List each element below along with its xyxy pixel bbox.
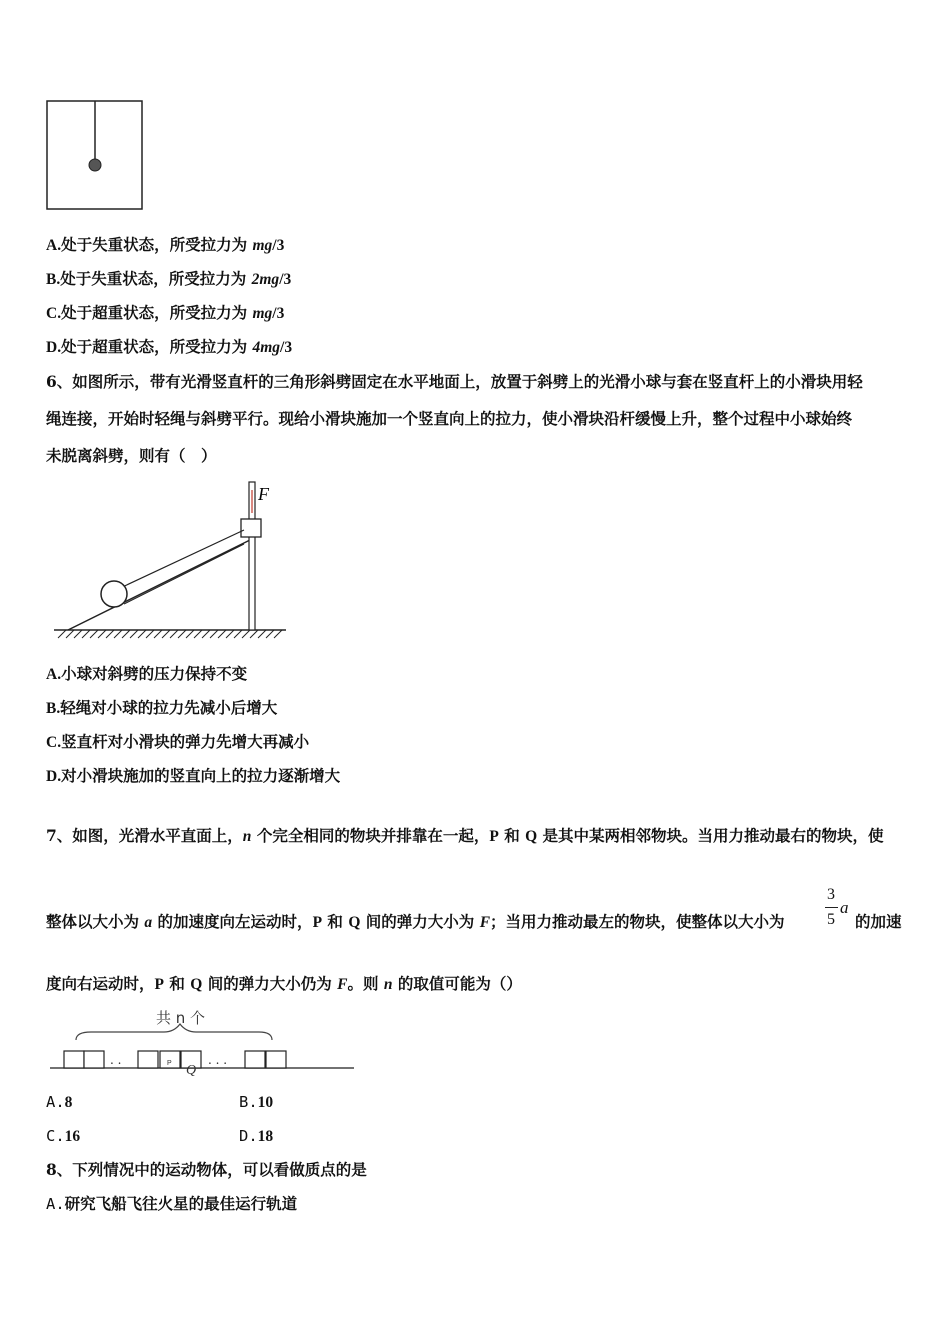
q6-stem-line1: 6、如图所示，带有光滑竖直杆的三角形斜劈固定在水平地面上，放置于斜劈上的光滑小球与套在竖直杆上的小滑块用轻 [46, 372, 863, 391]
q6-option-a: A.小球对斜劈的压力保持不变 [46, 664, 248, 683]
q7-stem-line2: 整体以大小为 a 的加速度向左运动时，P 和 Q 间的弹力大小为 F；当用力推动最左的物块，使整体以大小为 [46, 912, 785, 931]
rope-upper [116, 530, 244, 590]
force-label: F [258, 484, 269, 504]
q6-stem-line2: 绳连接，开始时轻绳与斜劈平行。现给小滑块施加一个竖直向上的拉力，使小滑块沿杆缓慢上升，整个过程中小球始终 [46, 409, 853, 428]
q6-stem-line3: 未脱离斜劈，则有（ ） [46, 446, 217, 465]
q-label: Q [186, 1063, 197, 1076]
q8-stem: 8、下列情况中的运动物体，可以看做质点的是 [46, 1160, 367, 1179]
fraction-denominator: 5 [827, 911, 835, 928]
q5-option-a: A.处于失重状态，所受拉力为 mg/3 [46, 235, 285, 254]
brace-label: 共 n 个 [156, 1009, 206, 1027]
p-label: P [167, 1060, 172, 1067]
pendulum-box-figure [46, 100, 144, 212]
block [245, 1051, 265, 1068]
ground-hatch [58, 630, 282, 638]
q6-option-b: B.轻绳对小球的拉力先减小后增大 [46, 698, 278, 717]
fraction-variable: a [840, 898, 849, 917]
slider-block [241, 519, 261, 537]
ball [101, 581, 127, 607]
incline-surface [68, 540, 250, 630]
block [84, 1051, 104, 1068]
q7-option-c: C.16 [46, 1127, 81, 1145]
block [266, 1051, 286, 1068]
ball [89, 159, 101, 171]
q5-option-d: D.处于超重状态，所受拉力为 4mg/3 [46, 337, 293, 356]
q5-option-b: B.处于失重状态，所受拉力为 2mg/3 [46, 269, 292, 288]
fraction-bar [825, 907, 838, 908]
q8-option-a: A.研究飞船飞往火星的最佳运行轨道 [46, 1194, 298, 1213]
q7-stem-line2-end: 的加速 [855, 912, 902, 931]
blocks-figure [46, 1004, 358, 1076]
ellipsis: . . [110, 1053, 122, 1067]
q7-stem-line3: 度向右运动时，P 和 Q 间的弹力大小仍为 F。则 n 的取值可能为（） [46, 974, 522, 993]
q7-stem-line1: 7、如图，光滑水平直面上，n 个完全相同的物块并排靠在一起，P 和 Q 是其中某两相邻物块。当用力推动最右的物块，使 [46, 826, 884, 845]
q6-option-d: D.对小滑块施加的竖直向上的拉力逐渐增大 [46, 766, 341, 785]
q7-option-b: B.10 [239, 1093, 274, 1111]
q7-option-d: D.18 [239, 1127, 274, 1145]
incline-figure [46, 478, 296, 644]
q6-option-c: C.竖直杆对小滑块的弹力先增大再减小 [46, 732, 310, 751]
q5-option-c: C.处于超重状态，所受拉力为 mg/3 [46, 303, 285, 322]
ellipsis: . . . [208, 1053, 228, 1067]
block [64, 1051, 84, 1068]
fraction-numerator: 3 [827, 886, 835, 903]
q7-option-a: A.8 [46, 1093, 73, 1111]
rope-lower [124, 544, 244, 604]
block [138, 1051, 158, 1068]
